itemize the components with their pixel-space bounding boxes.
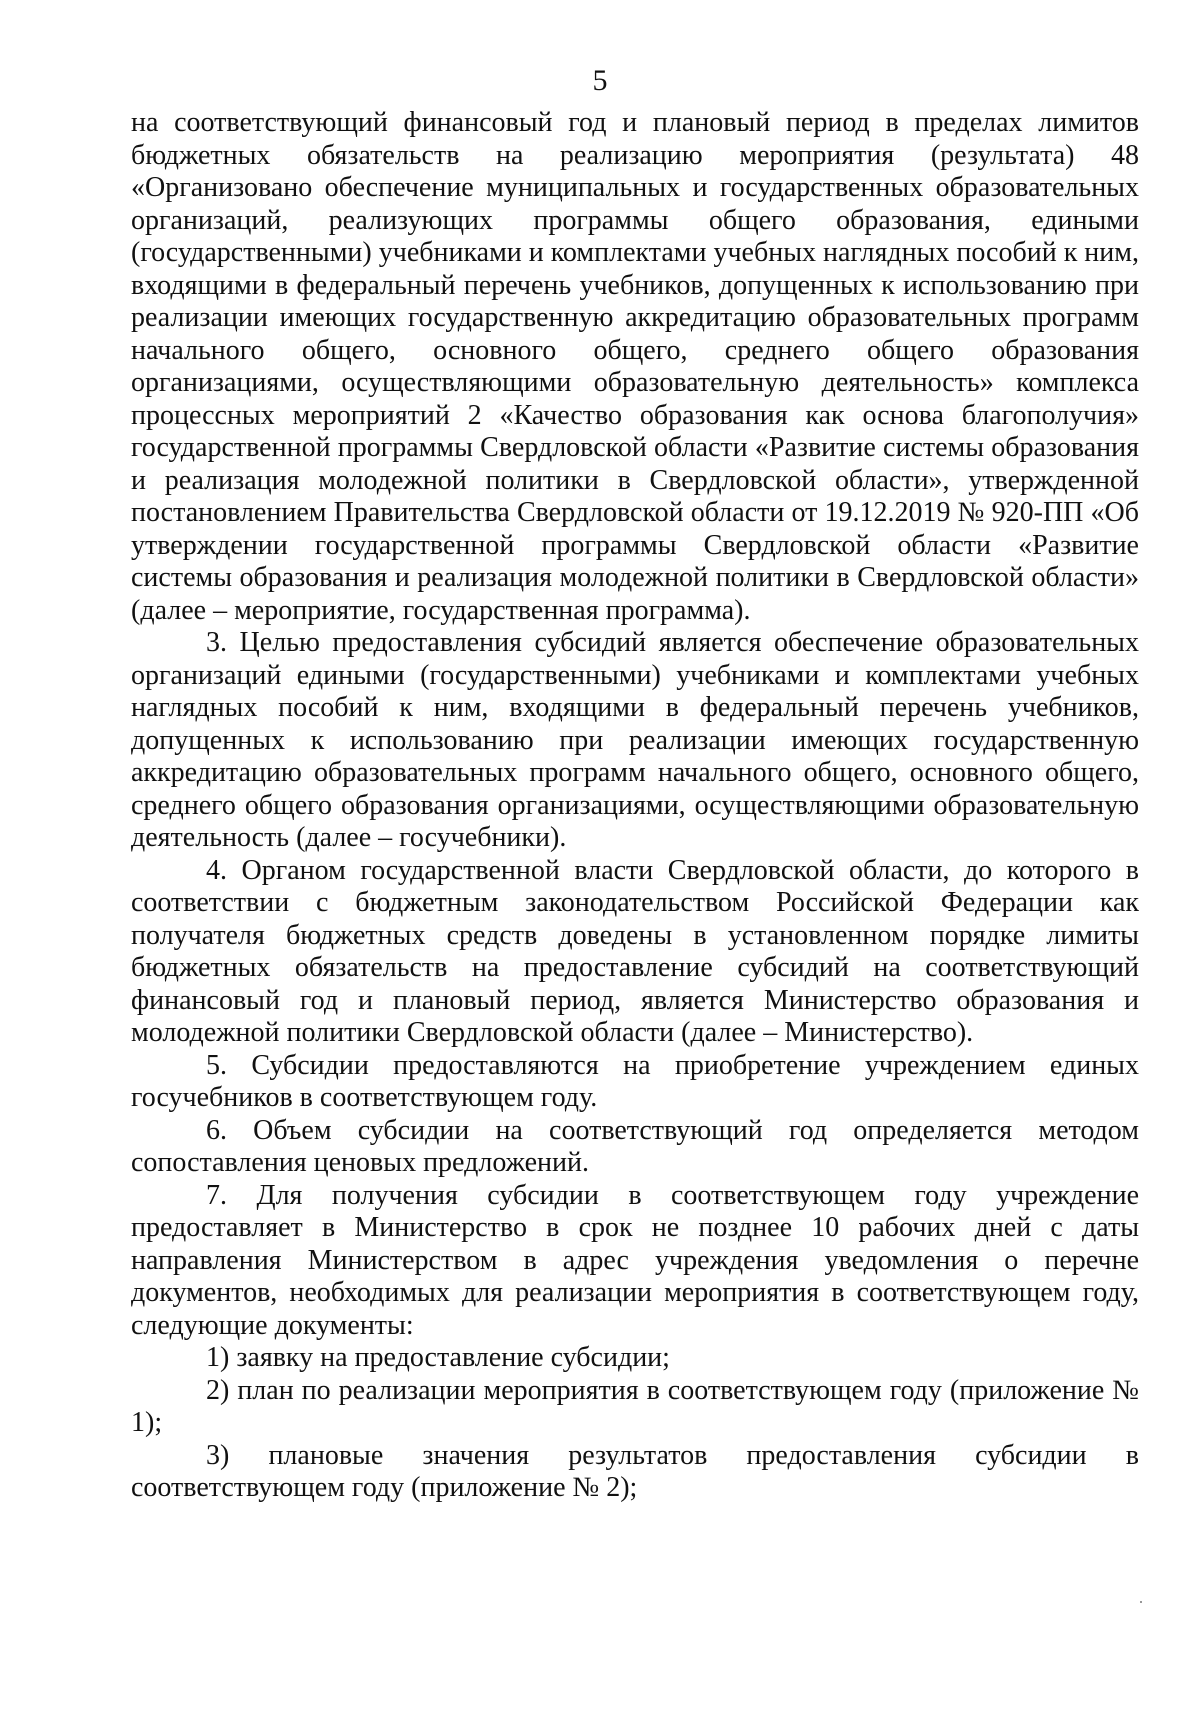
document-body — [131, 107, 1139, 1505]
paragraph-item-7: 7. Для получения субсидии в соответствующем году учреждение предоставляет в Министерство в срок не позднее 10 рабочих дней с даты направления Министерством в адрес учреждения уведомления о перечне документов, необходимых для реализации мероприятия в соответствующем году, следующие документы: — [131, 1179, 1139, 1341]
paragraph-item-4: 4. Органом государственной власти Свердловской области, до которого в соответствии с бюджетным законодательством Российской Федерации как получателя бюджетных средств доведены в установленном порядке лимиты бюджетных обязательств на предоставление субсидий на соответствующий финансовый год и плановый период, является Министерство образования и молодежной политики Свердловской области (далее – Министерство). — [131, 854, 1139, 1048]
list-item-2: 2) план по реализации мероприятия в соответствующем году (приложение № 1); — [131, 1374, 1139, 1438]
paragraph-item-3: 3. Целью предоставления субсидий является обеспечение образовательных организаций едиными (государственными) учебниками и комплектами учебных наглядных пособий к ним, входящими в федеральный перечень учебников, допущенных к использованию при реализации имеющих государственную аккредитацию образовательных программ начального общего, основного общего, среднего общего образования организациями, осуществляющими образовательную деятельность (далее – госучебники). — [131, 627, 1139, 853]
list-item-1: 1) заявку на предоставление субсидии; — [206, 1342, 670, 1373]
paragraph-item-5: 5. Субсидии предоставляются на приобретение учреждением единых госучебников в соответствующем году. — [131, 1049, 1139, 1113]
list-item-3: 3) плановые значения результатов предоставления субсидии в соответствующем году (приложение № 2); — [131, 1439, 1139, 1503]
page-number: 5 — [592, 64, 608, 97]
paragraph-item-6: 6. Объем субсидии на соответствующий год определяется методом сопоставления ценовых предложений. — [131, 1114, 1139, 1178]
scan-speck — [1140, 1601, 1142, 1603]
paragraph-intro-continuation: на соответствующий финансовый год и плановый период в пределах лимитов бюджетных обязательств на реализацию мероприятия (результата) 48 «Организовано обеспечение муниципальных и государственных образовательных организаций, реализующих программы общего образования, едиными (государственными) учебниками и комплектами учебных наглядных пособий к ним, входящими в федеральный перечень учебников, допущенных к использованию при реализации имеющих государственную аккредитацию образовательных программ начального общего, основного общего, среднего общего образования организациями, осуществляющими образовательную деятельность» комплекса процессных мероприятий 2 «Качество образования как основа благополучия» государственной программы Свердловской области «Развитие системы образования и реализация молодежной политики в Свердловской области», утвержденной постановлением Правительства Свердловской области от 19.12.2019 № 920-ПП «Об утверждении государственной программы Свердловской области «Развитие системы образования и реализация молодежной политики в Свердловской области» (далее – мероприятие, государственная программа). — [131, 107, 1139, 626]
